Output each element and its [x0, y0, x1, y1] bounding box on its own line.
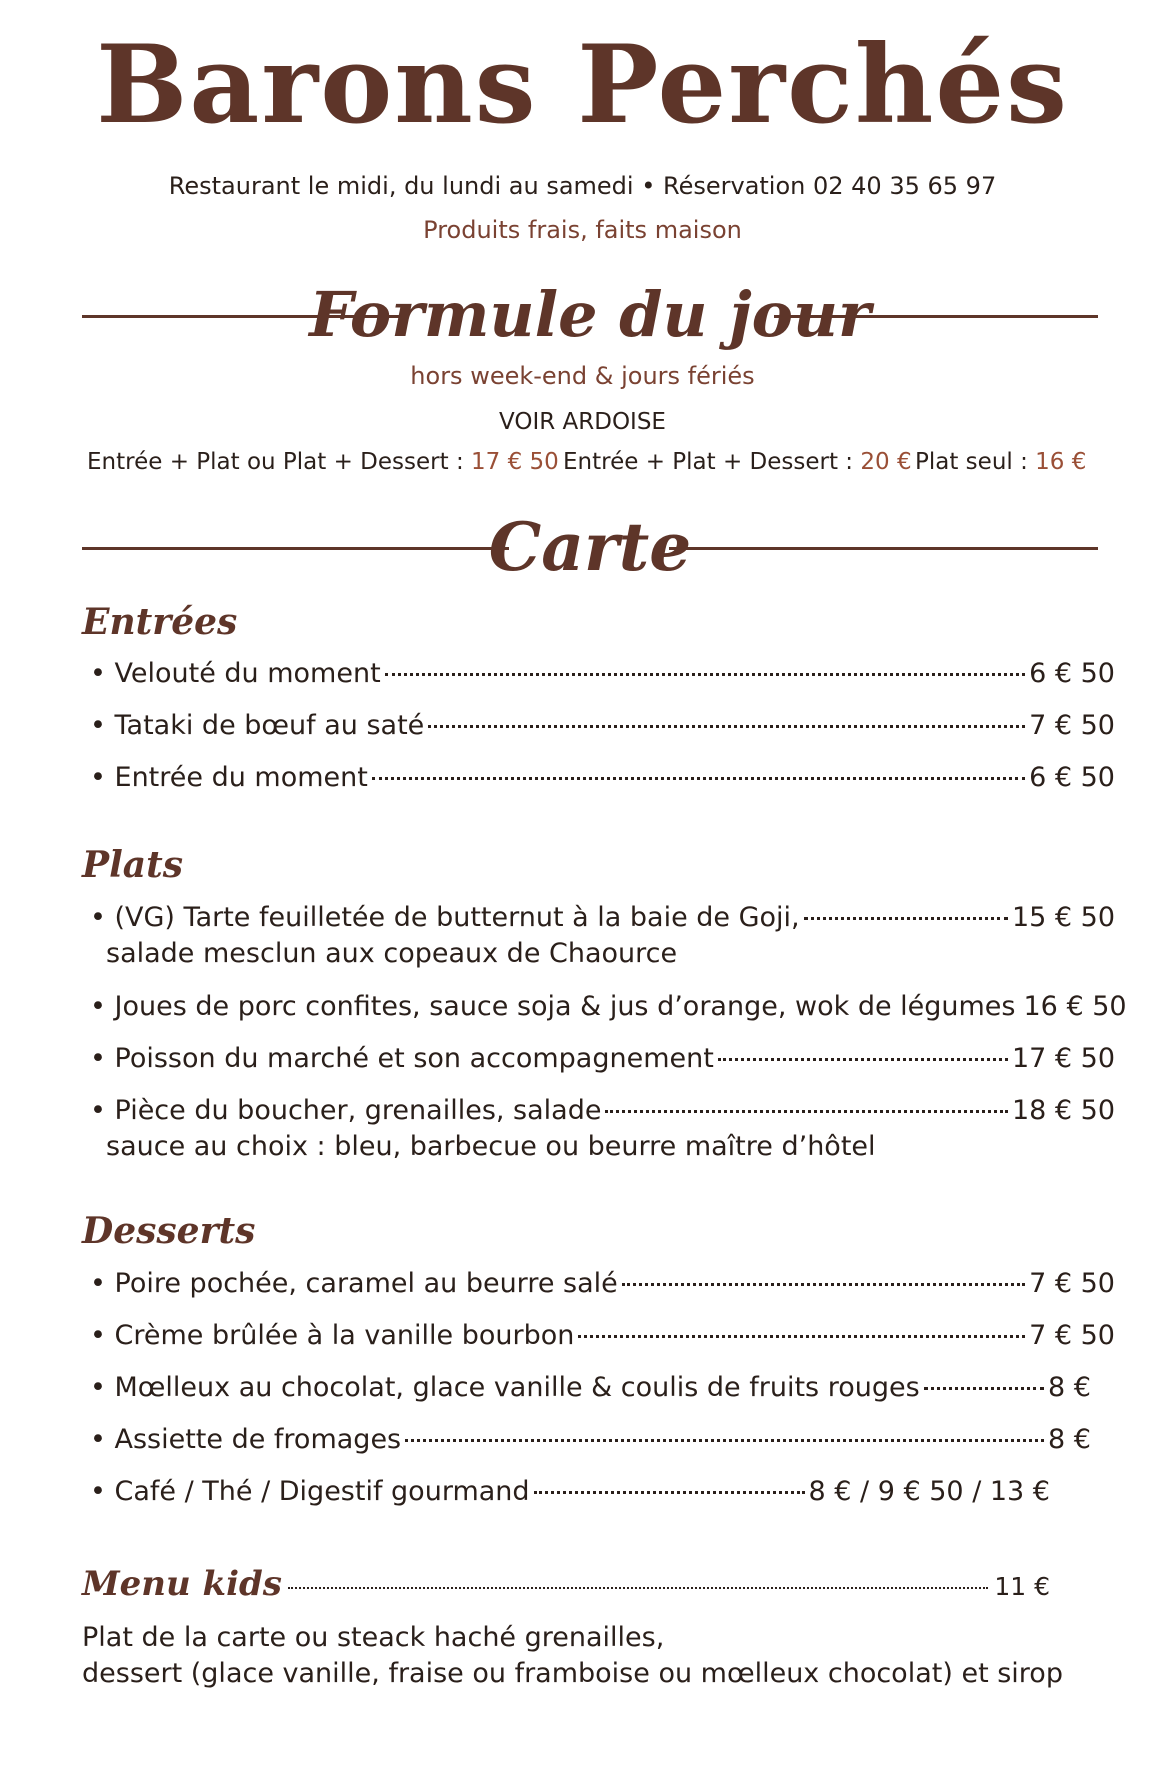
item-name: • Pièce du boucher, grenailles, salade	[90, 1095, 602, 1126]
item-price: 8 €	[1048, 1424, 1091, 1455]
category-desserts: Desserts	[82, 1210, 256, 1252]
dot-leader	[405, 1439, 1044, 1442]
formule-option-label: Plat seul :	[915, 449, 1036, 475]
divider-right	[669, 547, 1098, 550]
formule-option-price: 16 €	[1035, 449, 1087, 475]
dot-leader	[578, 1335, 1025, 1338]
item-name: • Café / Thé / Digestif gourmand	[90, 1476, 530, 1507]
menu-item	[90, 1041, 1115, 1077]
item-description: sauce au choix : bleu, barbecue ou beurre maître d’hôtel	[106, 1131, 876, 1162]
dot-leader	[605, 1110, 1007, 1113]
kids-description-line: dessert (glace vanille, fraise ou framboise ou mœlleux chocolat) et sirop	[82, 1658, 1063, 1689]
item-price: 8 €	[1048, 1372, 1091, 1403]
kids-price: 11 €	[994, 1572, 1050, 1601]
menu-item	[90, 760, 1115, 796]
item-name: • Velouté du moment	[90, 658, 381, 689]
item-price: 17 € 50	[1011, 1043, 1115, 1074]
kids-menu-row	[82, 1564, 1050, 1604]
menu-item	[90, 1318, 1115, 1354]
item-name: • Assiette de fromages	[90, 1424, 402, 1455]
formule-subtitle: hors week-end & jours fériés	[410, 362, 755, 390]
item-price: 7 € 50	[1029, 1320, 1115, 1351]
menu-item	[90, 1266, 1115, 1302]
formule-heading	[82, 275, 1098, 355]
menu-item	[90, 1093, 1115, 1165]
category-entrees: Entrées	[82, 601, 238, 643]
menu-item	[90, 900, 1115, 972]
formule-option	[563, 449, 912, 475]
formule-option-label: Entrée + Plat + Dessert :	[563, 449, 861, 475]
item-name: • Mœlleux au chocolat, glace vanille & coulis de fruits rouges	[90, 1372, 920, 1403]
item-name: • Entrée du moment	[90, 762, 368, 793]
dot-leader	[804, 917, 1008, 920]
item-name: • (VG) Tarte feuilletée de butternut à la baie de Goji,	[90, 902, 800, 933]
menu-item	[90, 1370, 1091, 1406]
category-plats: Plats	[82, 844, 183, 886]
dot-leader	[385, 673, 1025, 676]
formule-note: VOIR ARDOISE	[499, 409, 666, 435]
menu-item	[90, 708, 1115, 744]
item-description: salade mesclun aux copeaux de Chaource	[106, 938, 678, 969]
category-kids: Menu kids	[82, 1564, 282, 1604]
dot-leader	[534, 1491, 805, 1494]
divider-right	[774, 315, 1098, 318]
carte-heading	[82, 507, 1098, 587]
dot-leader	[622, 1283, 1025, 1286]
formule-option-price: 17 € 50	[471, 449, 559, 475]
menu-item	[90, 989, 1127, 1025]
formule-option-price: 20 €	[860, 449, 912, 475]
item-price: 16 € 50	[1023, 991, 1127, 1022]
menu-item	[90, 1422, 1091, 1458]
dot-leader	[288, 1587, 988, 1589]
formule-option	[915, 449, 1086, 475]
item-price: 6 € 50	[1029, 762, 1115, 793]
item-name: • Poire pochée, caramel au beurre salé	[90, 1268, 618, 1299]
dot-leader	[718, 1058, 1008, 1061]
item-price: 7 € 50	[1029, 1268, 1115, 1299]
formule-option-label: Entrée + Plat ou Plat + Dessert :	[87, 449, 472, 475]
item-price: 18 € 50	[1011, 1095, 1115, 1126]
item-name: • Joues de porc confites, sauce soja & jus d’orange, wok de légumes	[90, 991, 1016, 1022]
restaurant-info: Restaurant le midi, du lundi au samedi • Réservation 02 40 35 65 97	[168, 172, 997, 200]
kids-description	[82, 1620, 1063, 1692]
item-price: 7 € 50	[1029, 710, 1115, 741]
formule-option	[87, 449, 559, 475]
kids-description-line: Plat de la carte ou steack haché grenailles,	[82, 1622, 665, 1653]
carte-title: Carte	[488, 508, 692, 586]
menu-item	[90, 656, 1115, 692]
restaurant-logo: Barons Perchés	[96, 22, 1069, 148]
item-name: • Crème brûlée à la vanille bourbon	[90, 1320, 575, 1351]
dot-leader	[372, 777, 1025, 780]
item-price: 6 € 50	[1029, 658, 1115, 689]
dot-leader	[428, 725, 1025, 728]
tagline: Produits frais, faits maison	[423, 216, 742, 244]
item-name: • Tataki de bœuf au saté	[90, 710, 425, 741]
formule-title: Formule du jour	[309, 278, 871, 351]
item-name: • Poisson du marché et son accompagnement	[90, 1043, 714, 1074]
dot-leader	[924, 1387, 1044, 1390]
item-price: 15 € 50	[1011, 902, 1115, 933]
menu-item	[90, 1474, 1050, 1510]
item-price: 8 € / 9 € 50 / 13 €	[808, 1476, 1050, 1507]
